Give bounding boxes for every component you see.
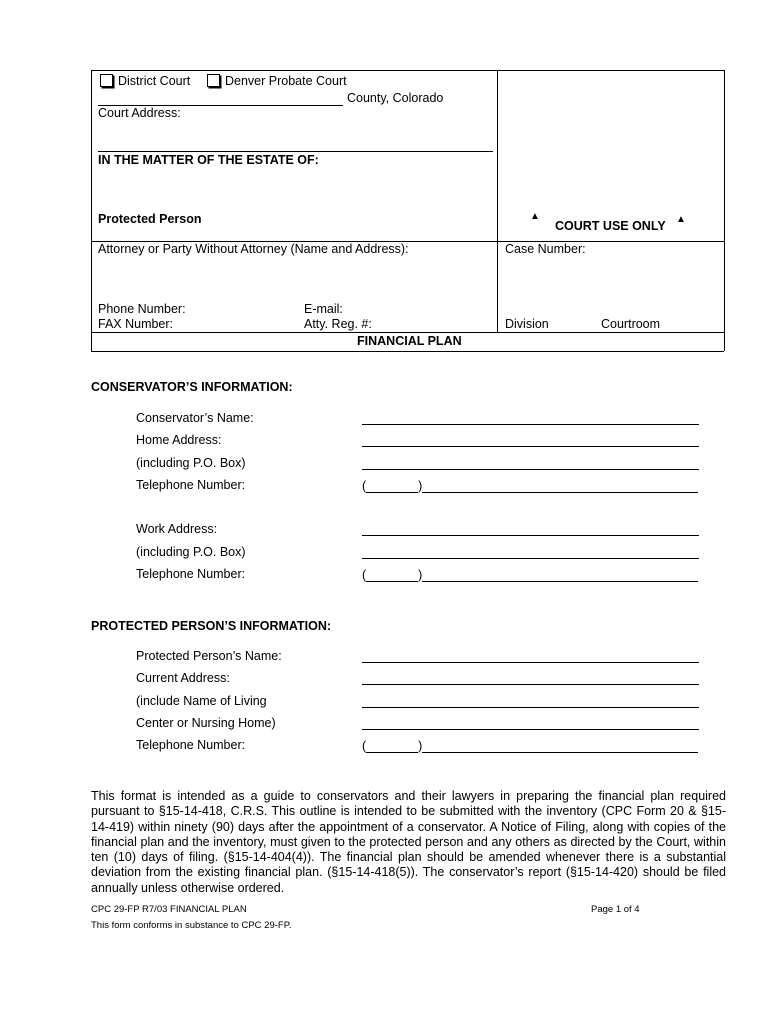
work-po-box-label: (including P.O. Box) (136, 545, 246, 559)
caption-right-border (724, 70, 725, 351)
home-address-input-2[interactable] (362, 469, 699, 470)
fax-number-label: FAX Number: (98, 317, 174, 331)
home-telephone-input[interactable]: ( ) (362, 478, 698, 493)
caption-middle-divider (497, 70, 498, 332)
district-court-label: District Court (118, 74, 191, 88)
court-use-only-label: COURT USE ONLY (555, 219, 666, 233)
current-address-label: Current Address: (136, 671, 230, 685)
up-arrow-icon: ▲ (530, 211, 540, 222)
conformance-note: This form conforms in substance to CPC 29-FP. (91, 920, 292, 931)
email-label: E-mail: (304, 302, 343, 316)
instructions-paragraph: This format is intended as a guide to conservators and their lawyers in preparing the financial plan required pursuant to §15-14-418, C.R.S. This outline is intended to be submitted with the inventory (CPC Form 20 & §15-14-419) within ninety (90) days after the appointment of a conservator. A Notice of Filing, along with copies of the financial plan and the inventory, must given to the protected person and any others as directed by the Court, within ten (10) days of filing. (§15-14-404(4)). The financial plan should be amended whenever there is a substantial deviation from the existing financial plan. (§15-14-418(5)). The conservator’s report (§15-14-420) should be filed annually unless otherwise ordered. (91, 789, 726, 895)
nursing-home-label: Center or Nursing Home) (136, 716, 276, 730)
protected-heading: PROTECTED PERSON’S INFORMATION: (91, 619, 332, 633)
current-address-input-3[interactable] (362, 729, 699, 730)
court-address-line[interactable] (98, 151, 493, 152)
denver-probate-checkbox[interactable] (207, 74, 220, 87)
protected-telephone-label: Telephone Number: (136, 738, 246, 752)
conservator-heading: CONSERVATOR’S INFORMATION: (91, 380, 293, 394)
caption-bottom-border (91, 351, 724, 352)
phone-number-label: Phone Number: (98, 302, 186, 316)
caption-top-border (91, 70, 724, 71)
up-arrow-icon: ▲ (676, 214, 686, 225)
protected-telephone-input[interactable]: ( ) (362, 738, 698, 753)
work-address-label: Work Address: (136, 522, 218, 536)
form-title: FINANCIAL PLAN (357, 334, 462, 348)
courtroom-label: Courtroom (601, 317, 661, 331)
protected-name-label: Protected Person’s Name: (136, 649, 282, 663)
case-number-label: Case Number: (505, 242, 586, 256)
attorney-label: Attorney or Party Without Attorney (Name and Address): (98, 242, 409, 256)
caption-left-border (91, 70, 92, 351)
current-address-input-2[interactable] (362, 707, 699, 708)
home-address-label: Home Address: (136, 433, 222, 447)
court-address-label: Court Address: (98, 106, 181, 120)
current-address-input[interactable] (362, 684, 699, 685)
atty-reg-label: Atty. Reg. #: (304, 317, 372, 331)
conservator-name-input[interactable] (362, 424, 699, 425)
form-id: CPC 29-FP R7/03 FINANCIAL PLAN (91, 904, 247, 915)
division-label: Division (505, 317, 549, 331)
matter-title: IN THE MATTER OF THE ESTATE OF: (98, 153, 319, 167)
living-center-label: (include Name of Living (136, 694, 267, 708)
work-address-input[interactable] (362, 535, 699, 536)
protected-name-input[interactable] (362, 662, 699, 663)
protected-person-label: Protected Person (98, 212, 202, 226)
county-label: County, Colorado (347, 91, 444, 105)
work-telephone-label: Telephone Number: (136, 567, 246, 581)
home-address-input[interactable] (362, 446, 699, 447)
caption-title-divider (91, 332, 724, 333)
page-number: Page 1 of 4 (591, 904, 640, 915)
denver-probate-label: Denver Probate Court (225, 74, 347, 88)
work-address-input-2[interactable] (362, 558, 699, 559)
home-po-box-label: (including P.O. Box) (136, 456, 246, 470)
home-telephone-label: Telephone Number: (136, 478, 246, 492)
work-telephone-input[interactable]: ( ) (362, 567, 698, 582)
district-court-checkbox[interactable] (100, 74, 113, 87)
conservator-name-label: Conservator’s Name: (136, 411, 254, 425)
